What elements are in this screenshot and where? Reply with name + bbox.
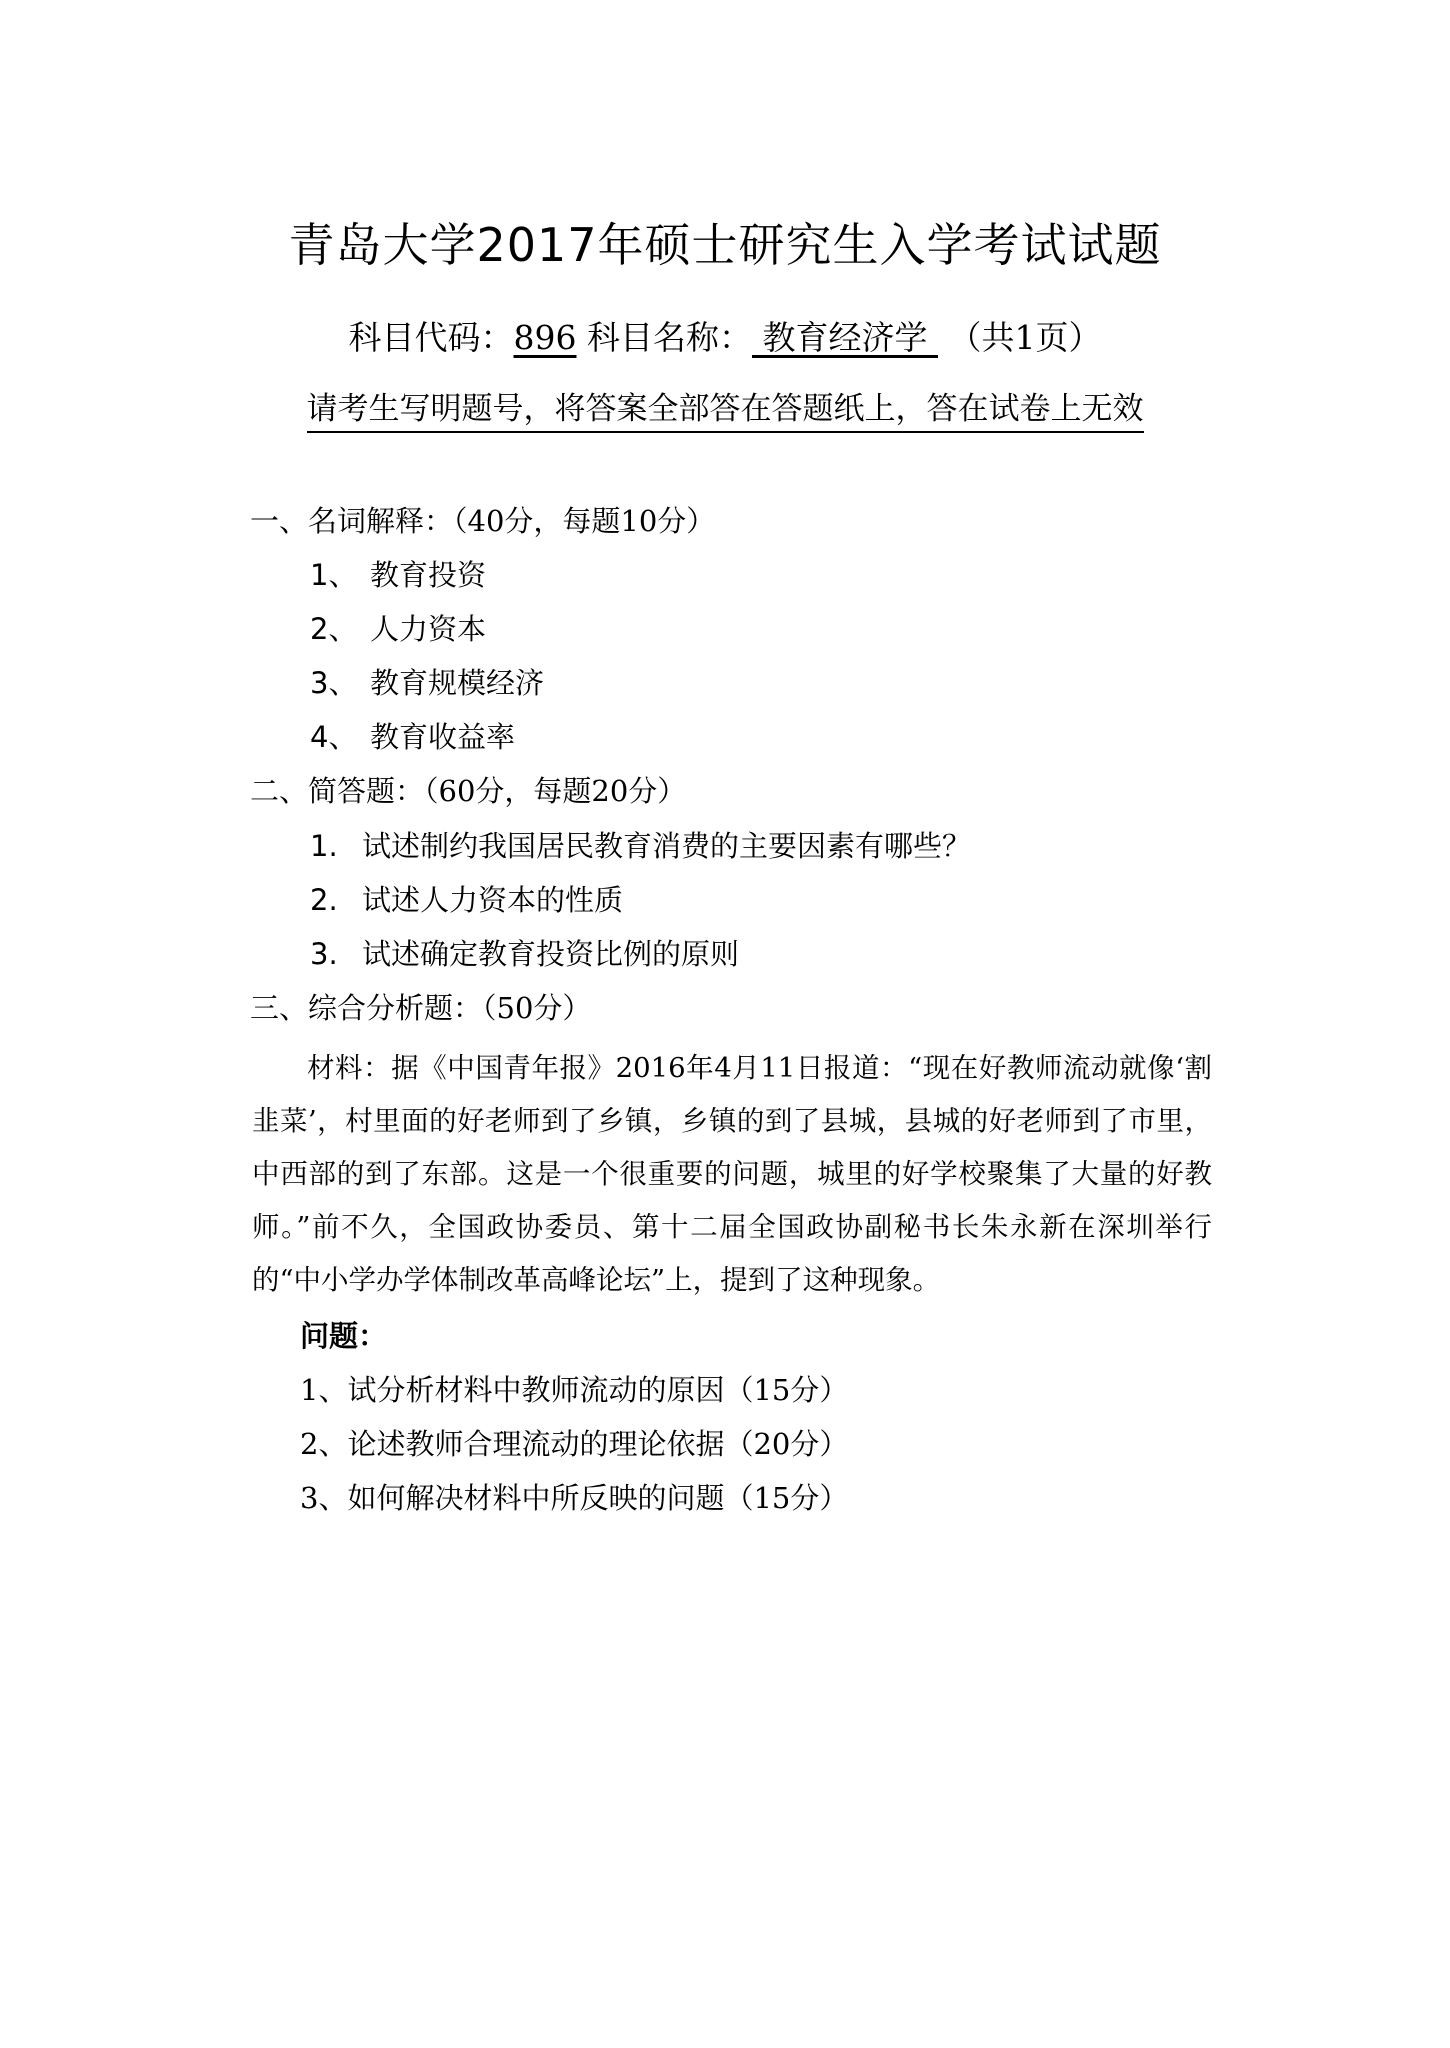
subject-code-label: 科目代码： — [348, 318, 514, 357]
question-item: 2、论述教师合理流动的理论依据（20分） — [300, 1427, 849, 1461]
subject-code: 896 — [513, 318, 577, 357]
section-2-item: 2. 试述人力资本的性质 — [310, 883, 624, 917]
case-material: 材料：据《中国青年报》2016年4月11日报道：“现在好教师流动就像‘割韭菜’，村里面的好老师到了乡镇，乡镇的到了县城，县城的好老师到了市里，中西部的到了东部。这是一个很重要的问题，城里的好学校聚集了大量的好教师。”前不久，全国政协委员、第十二届全国政协副秘书长朱永新在深圳举行的“中小学办学体制改革高峰论坛”上，提到了这种现象。 — [252, 1052, 1212, 1296]
section-2-item: 3. 试述确定教育投资比例的原则 — [310, 937, 740, 971]
section-1-item: 1、 教育投资 — [310, 558, 487, 592]
questions-heading: 问题： — [300, 1319, 388, 1353]
section-2-item: 1. 试述制约我国居民教育消费的主要因素有哪些？ — [310, 829, 972, 863]
question-item: 3、如何解决材料中所反映的问题（15分） — [300, 1481, 849, 1515]
question-item: 1、试分析材料中教师流动的原因（15分） — [300, 1373, 849, 1407]
section-1-heading: 一、名词解释：（40分，每题10分） — [250, 504, 716, 538]
subject-name: 教育经济学 — [752, 318, 938, 357]
page-count: （共1页） — [948, 318, 1102, 357]
section-3-heading: 三、综合分析题：（50分） — [250, 991, 592, 1025]
section-1-item: 4、 教育收益率 — [310, 720, 516, 754]
subject-line — [0, 318, 1450, 357]
section-2-heading: 二、简答题：（60分，每题20分） — [250, 774, 687, 808]
section-1-item: 2、 人力资本 — [310, 612, 487, 646]
section-1-item: 3、 教育规模经济 — [310, 666, 545, 700]
subject-name-label: 科目名称： — [587, 318, 752, 357]
exam-title: 青岛大学2017年硕士研究生入学考试试题 — [288, 218, 1162, 272]
answer-notice: 请考生写明题号，将答案全部答在答题纸上，答在试卷上无效 — [0, 394, 1450, 425]
